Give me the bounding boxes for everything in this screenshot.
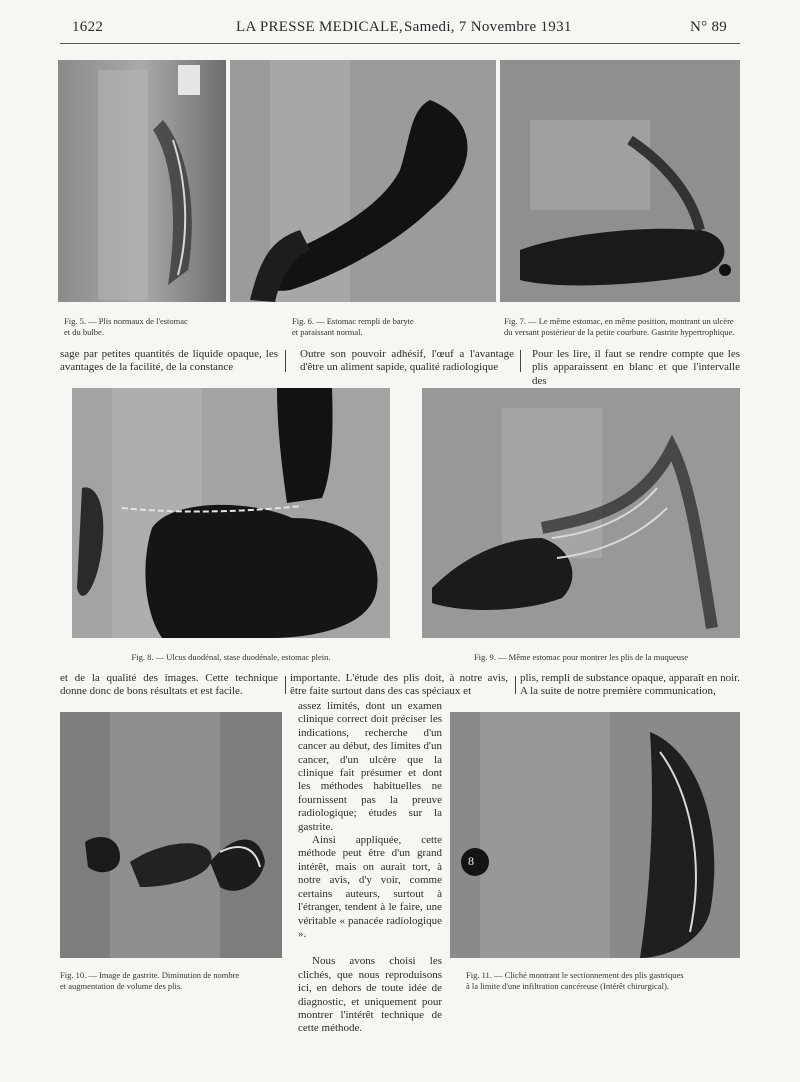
column-rule <box>515 676 516 694</box>
figure-10-radiograph <box>60 712 282 958</box>
text-row2-col3: plis, rempli de substance opaque, apparaît en noir. A la suite de notre première communication, <box>520 672 740 698</box>
figure-5-radiograph <box>58 60 226 302</box>
paragraph-cliches: Nous avons choisi les clichés, que nous reproduisons ici, en dehors de toute idée de diagnostic, et uniquement pour montrer l'intérêt technique de cette méthode. <box>298 955 442 1035</box>
figure-11-caption: Fig. 11. — Cliché montrant le sectionnement des plis gastriques à la limite d'une infiltration cancéreuse (Intérêt chirurgical). <box>466 970 684 991</box>
figure-7-caption: Fig. 7. — Le même estomac, en même position, montrant un ulcère du versant postérieur de la petite courbure. Gastrite hypertrophique. <box>504 316 735 337</box>
figure-6-radiograph <box>230 60 496 302</box>
issue-number: N° 89 <box>690 19 728 35</box>
figure-9-radiograph <box>422 388 740 638</box>
figure-5-caption: Fig. 5. — Plis normaux de l'estomac et du bulbe. <box>64 316 188 337</box>
issue-date: Samedi, 7 Novembre 1931 <box>404 19 572 35</box>
figure-8-caption: Fig. 8. — Ulcus duodénal, stase duodénale, estomac plein. <box>131 652 331 662</box>
figure-9-caption: Fig. 9. — Même estomac pour montrer les plis de la muqueuse <box>473 652 689 662</box>
header-rule <box>60 43 740 44</box>
text-row1-col3: Pour les lire, il faut se rendre compte que les plis apparaissent en blanc et que l'intervalle des <box>532 348 740 387</box>
journal-title: LA PRESSE MEDICALE, <box>236 19 403 35</box>
figure-11-radiograph <box>450 712 740 958</box>
figure-10-caption: Fig. 10. — Image de gastrite. Diminution de nombre et augmentation de volume des plis. <box>60 970 240 991</box>
text-row1-col2: Outre son pouvoir adhésif, l'œuf a l'avantage d'être un aliment sapide, qualité radiologique <box>300 348 514 374</box>
figure-11-marker: 8 <box>468 854 474 868</box>
paragraph-indications: assez limités, dont un examen clinique correct doit préciser les indications, recherche d'un cancer au début, des limites d'un cancer, d'un ulcère que la clinique fait présumer et dont les méthodes habituelles ne fournissent pas la preuve radiologique; études sur la gastrite. <box>298 700 442 833</box>
text-row2-col2-top: importante. L'étude des plis doit, à notre avis, être faite surtout dans des cas spéciaux et <box>290 672 508 698</box>
column-rule <box>285 350 286 372</box>
paragraph-applications: Ainsi appliquée, cette méthode peut être d'un grand intérêt, mais on aurait tort, à notre avis, d'y voir, comme certains auteurs, surtout à l'étranger, tendent à le faire, une véritable « panacée radiologique ». <box>298 834 442 940</box>
figure-7-radiograph <box>500 60 740 302</box>
figure-6-caption: Fig. 6. — Estomac rempli de baryte et paraissant normal. <box>292 316 414 337</box>
text-row1-col1: sage par petites quantités de liquide opaque, les avantages de la facilité, de la constance <box>60 348 278 374</box>
text-row2-col2-body <box>298 700 442 1036</box>
column-rule <box>520 350 521 372</box>
text-row2-col1: et de la qualité des images. Cette technique donne donc de bons résultats et est facile. <box>60 672 278 698</box>
figure-8-radiograph <box>72 388 390 638</box>
page-number: 1622 <box>72 19 104 35</box>
column-rule <box>285 676 286 694</box>
